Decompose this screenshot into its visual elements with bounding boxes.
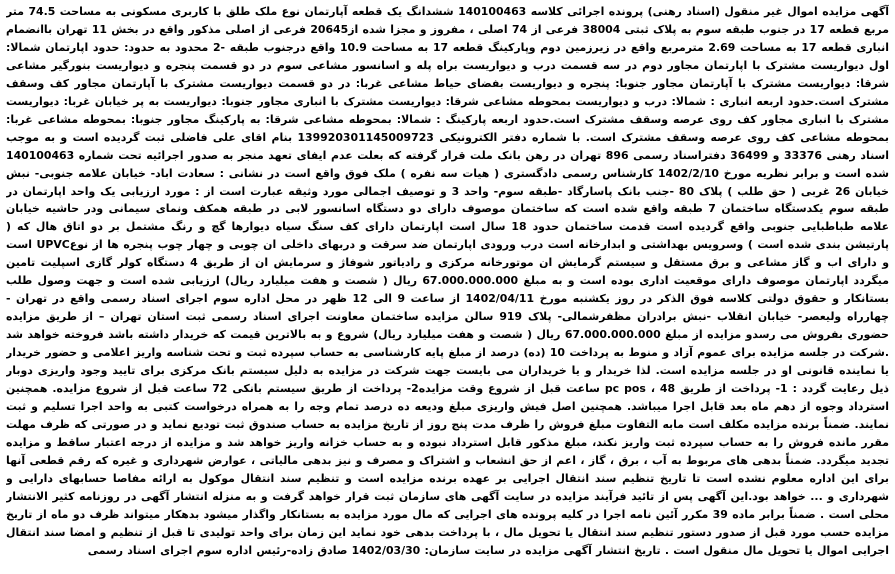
auction-notice-text: آگهی مزایده اموال غیر منقول (اسناد رهنی) پرونده اجرائی کلاسه 140100463 ششدانگ یک قطعه آپارتمان نوع ملک طلق با کاربری مسکونی به مساحت 74.5 متر مربع قطعه 17 در جنوب طبقه سوم به پلاک ثبتی 38004 فرعی از 74 اصلی ، مفروز و مجزا شده از20645 فرعی از اصلی مذکور واقع در بخش 11 تهران باانضمام انباری قطعه 17 به مساحت 2.69 مترمربع واقع در زیرزمین دوم وپارکینگ قطعه 17 به مساحت 10.9 واقع درجنوب طبقه -2 محدود به حدود: حدود اپارتمان شمالا: اول دیواریست مشترک با اپارتمان مجاور دوم در سه قسمت درب و دیواریست براه پله و اسانسور مشاعی سوم در دو قسمت پنجره و دیواریست بنورگیر مشاعی شرقا: دیواریست مشترک با آپارتمان مجاور جنوبا: پنجره و دیواریست بفضای حیاط مشاعی غربا: در دو قسمت دیواریست مشترک با آپارتمان مجاور کف وسقف مشترک است.حدود اربعه انباری : شمالا: درب و دیواریست بمحوطه مشاعی شرقا: دیواریست مشترک با انباری مجاور جنوبا: دیواریست به پر خیابان غربا: دیواریست مشترک با انباری مجاور کف روی عرصه وسقف مشترک است.حدود اربعه پارکینگ : شمالا: بمحوطه مشاعی شرقا: به پارکینگ مجاور جنوبا: بمحوطه مشاعی غربا: بمحوطه مشاعی کف روی عرصه وسقف مشترک است. با شماره دفتر الکترونیکی 139920301145009723 بنام اقای علی فاضلی ثبت گردیده است و به موجب اسناد رهنی 33376 و 36499 دفتراسناد رسمی 896 تهران در رهن بانک ملت قرار گرفته که بعلت عدم ایفای تعهد منجر به صدور اجرائیه تحت شماره 140100463 شده است و برابر نظریه مورخ 1402/2/10 کارشناس رسمی دادگستری ( هیات سه نفره ) ملک فوق واقع است در نشانی : سعادت اباد- خیابان علامه جنوبی- نبش خیابان 26 غربی ( حق طلب ) پلاک 80 -جنب بانک پاسارگاد -طبقه سوم- واحد 3 و توصیف اجمالی مورد وثیقه عبارت است از : مورد ارزیابی یک واحد اپارتمان در طبقه سوم یکدستگاه ساختمان 7 طبقه واقع شده است که ساختمان موصوف دارای دو دستگاه اسانسور لابی در طبقه همکف ونمای سیمانی ودر حاشیه خیابان علامه طباطبایی جنوبی واقع گردیده است قدمت ساختمان حدود 18 سال است اپارتمان دارای کف سنگ سیاه دیوارها گچ و رنگ مشتمل بر دو اتاق هال که ( پارتیشن بندی شده است ) وسرویس بهداشتی و ابدارخانه است درب ورودی اپارتمان ضد سرقت و دربهای داخلی ان چوبی و چهار چوب پنجره ها از نوعUPVC است و دارای اب و گاز مشاعی و برق مستقل و سیستم گرمایش ان موتورخانه مرکزی و رادیاتور شوفاژ و سرمایش ان از طریق 4 دستگاه کولر گازی اسپلیت تامین میگردد اپارتمان موصوف دارای موقعیت اداری بوده است و به مبلغ 67.000.000.000 ریال ( شصت و هفت میلیارد ریال) ارزیابی شده است و جهت وصول طلب بستانکار و حقوق دولتی کلاسه فوق الذکر در روز یکشنبه مورخ 1402/04/11 از ساعت 9 الی 12 ظهر در محل اداره سوم اجرای اسناد رسمی واقع در تهران - چهارراه ولیعصر- خیابان انقلاب -نبش برادران مظفرشمالی- پلاک 919 سالن مزایده ساختمان معاونت اجرای اسناد رسمی ثبت استان تهران – از طریق مزایده حضوری بفروش می رسدو مزایده از مبلغ 67.000.000.000 ریال ( شصت و هفت میلیارد ریال) شروع و به بالاترین قیمت که خریدار داشته باشد فروخته خواهد شد .شرکت در جلسه مزایده برای عموم آزاد و منوط به پرداخت 10 (ده) درصد از مبلغ پایه کارشناسی به حساب سپرده ثبت و تحت شناسه واریز اعلامی و حضور خریدار یا نماینده قانونی او در جلسه مزایده است. لذا خریدار و یا خریداران می بایست جهت شرکت در مزایده به دلیل سیستم بانک مرکزی برای تایید وجود واریزی دوبار ذیل رعایت گردد : 1- پرداخت از طریق pc pos ، 48 ساعت قبل از شروع وقت مزایده2- پرداخت از طریق سیستم بانکی 72 ساعت قبل از شروع مزایده. همچنین استرداد وجوه از دهم ماه بعد قابل اجرا میباشد. همچنین اصل فیش واریزی مبلغ ودیعه ده درصد تمام وجه را به همراه درخواست کتبی به واحد اجرا تسلیم و ثبت نمایند. ضمناً برنده مزایده مکلف است مابه التفاوت مبلغ فروش را ظرف مدت پنج روز از تاریخ مزایده به حساب صندوق ثبت تودیع نماید و در صورتی که ظرف مهلت مقرر مانده فروش را به حساب سپرده ثبت واریز نکند، مبلغ مذکور قابل استرداد نبوده و به حساب خزانه واریز خواهد شد و مزایده از درجه اعتبار ساقط و مزایده تجدید میگردد. ضمناً بدهی های مربوط به آب ، برق ، گاز ، اعم از حق انشعاب و اشتراک و مصرف و نیز بدهی مالیاتی ، عوارض شهرداری و غیره که رقم قطعی آنها برای این اداره معلوم نشده است تا تاریخ تنظیم سند انتقال اجرایی بر عهده برنده مزایده است و تنظیم سند انتقال موکول به ارائه مفاصا حسابهای دارایی و شهرداری و ... خواهد بود.این آگهی پس از تائید فرآیند مزایده در سایت آگهی های سازمان ثبت قرار خواهد گرفت و به منزله انتشار آگهی در روزنامه کثیر الانتشار محلی است . ضمناً برابر ماده 39 مکرر آئین نامه اجرا در کلیه پرونده های اجرایی که مال مورد مزایده به بستانکار واگذار میشود بدهکار میتواند ظرف دو ماه از تاریخ مزایده حسب مورد قبل از صدور دستور تنظیم سند انتقال یا تحویل مال ، با پرداخت بدهی خود نماید این زمان برای واحد تولیدی تا قبل از تنظیم و امضا سند انتقال اجرایی اموال یا تحویل مال منقول است . تاریخ انتشار آگهی مزایده در سایت سازمان: 1402/03/30 صادق زاده-رئیس اداره سوم اجرای اسناد رسمی (6, 5, 889, 557)
